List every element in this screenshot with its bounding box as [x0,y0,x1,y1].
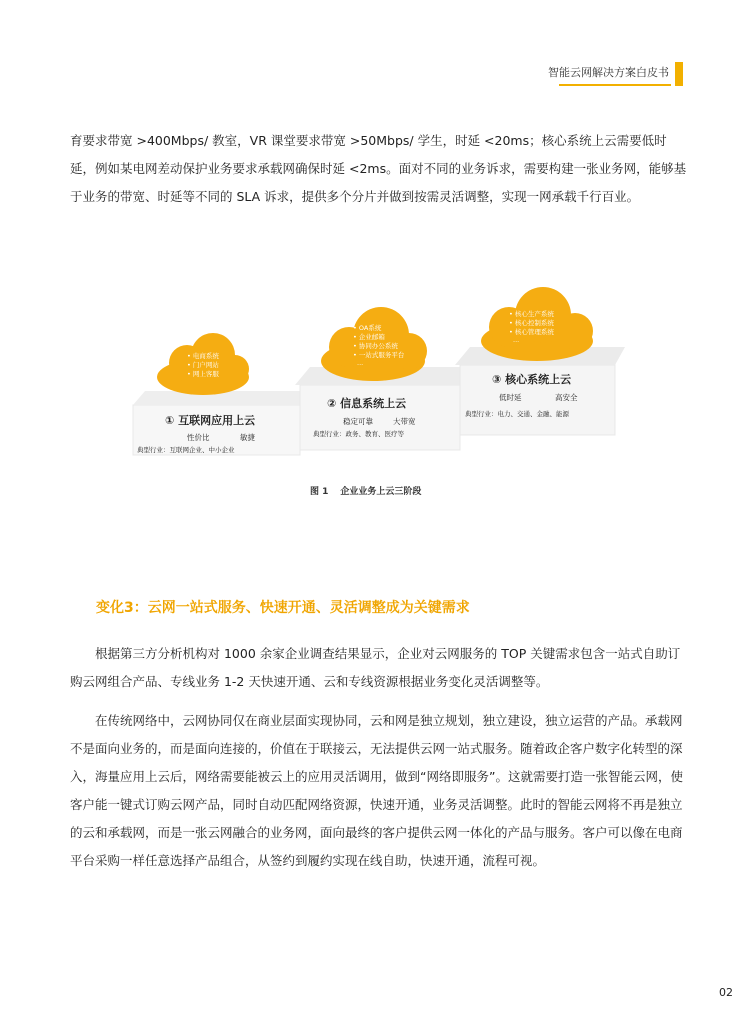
stage-1-title: ① 互联网应用上云 [165,414,256,427]
header-accent-bar [675,62,683,86]
stage-2-title: ② 信息系统上云 [327,397,407,410]
stage-2-feature: 大带宽 [393,417,416,426]
stage-2-industries: 典型行业：政务、教育、医疗等 [313,430,404,438]
cloud-1-item: • 门户网站 [187,361,219,369]
cloud-3-item: ... [513,336,520,344]
stage-3-industries: 典型行业：电力、交通、金融、能源 [465,410,569,418]
stage-2-feature: 稳定可靠 [343,417,373,426]
paragraph-3: 在传统网络中，云网协同仅在商业层面实现协同，云和网是独立规划，独立建设，独立运营的产品。承载网不是面向业务的，而是面向连接的，价值在于联接云，无法提供云网一站式服务。随着政企客户数字化转型的深入，海量应用上云后，网络需要能被云上的应用灵活调用，做到“网络即服务”。这就需要打造一张智能云网，使客户能一键式订购云网产品，同时自动匹配网络资源，快速开通，业务灵活调整。此时的智能云网将不再是独立的云和承载网，而是一张云网融合的业务网，面向最终的客户提供云网一体化的产品与服务。客户可以像在电商平台采购一样任意选择产品组合，从签约到履约实现在线自助，快速开通，流程可视。 [70,713,683,868]
cloud-1-item: • 电商系统 [187,352,219,360]
stage-3-title: ③ 核心系统上云 [492,373,572,386]
cloud-3-item: • 核心生产系统 [509,310,554,318]
stage-1-feature: 性价比 [187,433,210,442]
figure-caption [310,484,433,497]
figure-caption-label: 图 1 [310,487,329,497]
cloud-2-item: • 协同办公系统 [353,342,398,350]
cloud-2-item: ... [357,359,364,367]
cloud-2-item: • 企业邮箱 [353,333,385,341]
stage-3-feature: 高安全 [555,393,578,402]
stage-diagram [125,285,625,470]
cloud-2-item: • OA系统 [353,324,382,332]
cloud-3-item: • 核心控制系统 [509,319,554,327]
section-heading: 变化3：云网一站式服务、快速开通、灵活调整成为关键需求 [96,600,470,616]
cloud-2-item: • 一站式服务平台 [353,351,405,359]
stage-3-feature: 低时延 [499,393,522,402]
paragraph-2: 根据第三方分析机构对 1000 余家企业调查结果显示，企业对云网服务的 TOP 关键需求包含一站式自助订购云网组合产品、专线业务 1-2 天快速开通、云和专线资源根据业务变化灵活调整等。 [70,646,681,689]
header-underline [559,84,671,86]
page-number: 02 [719,986,733,999]
header-title: 智能云网解决方案白皮书 [548,66,669,79]
stage-1-industries: 典型行业：互联网企业、中小企业 [137,446,235,454]
figure-caption-text: 企业业务上云三阶段 [340,487,422,497]
cloud-1-item: • 网上客服 [187,370,219,378]
paragraph-1: 育要求带宽 >400Mbps/ 教室，VR 课堂要求带宽 >50Mbps/ 学生，时延 <20ms；核心系统上云需要低时延，例如某电网差动保护业务要求承载网确保时延 <2ms。面对不同的业务诉求，需要构建一张业务网，能够基于业务的带宽、时延等不同的 SLA 诉求，提供多个分片并做到按需灵活调整，实现一网承载千行百业。 [70,133,687,204]
stage-1-feature: 敏捷 [240,433,255,442]
cloud-3-item: • 核心管理系统 [509,328,554,336]
